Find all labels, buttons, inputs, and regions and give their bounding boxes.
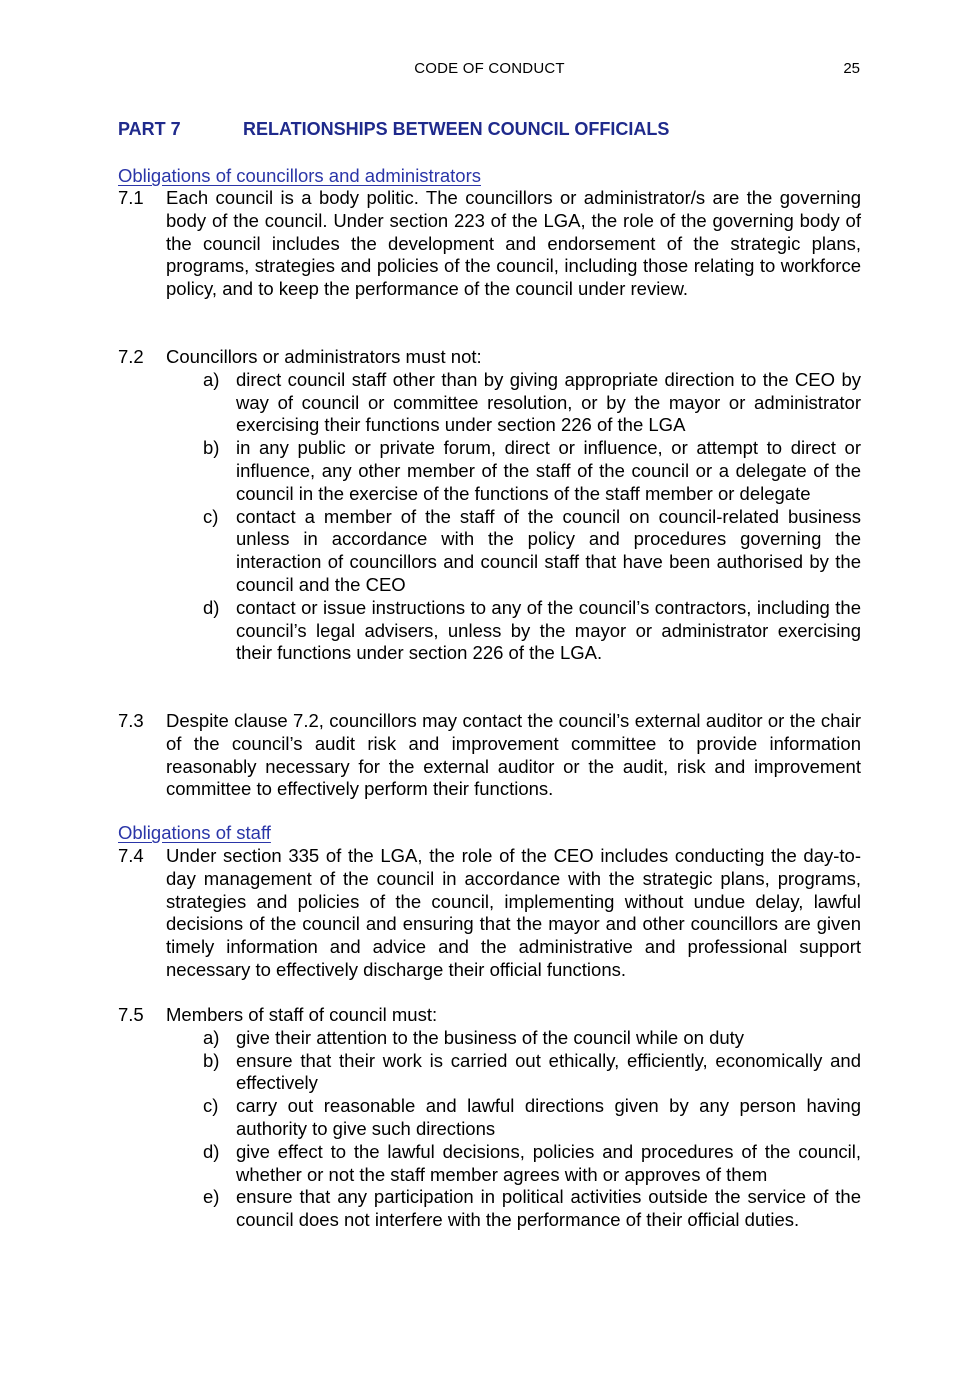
list-item [203, 1186, 861, 1232]
clause-7-4 [118, 845, 861, 982]
list-item [203, 506, 861, 597]
clause-text: Councillors or administrators must not: [166, 346, 482, 367]
list-marker: e) [203, 1186, 220, 1208]
list-item-text: give effect to the lawful decisions, policies and procedures of the council, whether or not the staff member agrees with or approves of them [236, 1140, 861, 1185]
page-number: 25 [843, 60, 860, 77]
list-item [203, 1095, 861, 1141]
list-marker: c) [203, 1095, 219, 1117]
part-label: PART 7 [118, 119, 181, 139]
list-item-text: direct council staff other than by giving appropriate direction to the CEO by way of council or committee resolution, or by the mayor or administrator exercising their functions under section 226 of the LGA [236, 368, 861, 436]
list-item-text: give their attention to the business of the council while on duty [236, 1026, 745, 1048]
list-marker: a) [203, 1026, 220, 1048]
clause-number: 7.2 [118, 346, 144, 367]
list-item [203, 369, 861, 437]
list-item-text: contact or issue instructions to any of the council’s contractors, including the council’s legal advisers, unless by the mayor or administrator exercising their functions under section 226 of the LGA. [236, 596, 861, 664]
clause-number: 7.5 [118, 1004, 144, 1025]
clause-text: Despite clause 7.2, councillors may contact the council’s external auditor or the chair of the council’s audit risk and improvement committee to provide information reasonably necessary for the external auditor or the audit, risk and improvement committee to effectively perform their functions. [166, 710, 861, 800]
clause-7-5 [118, 1004, 861, 1232]
header-title: CODE OF CONDUCT [414, 60, 565, 77]
list-item-text: ensure that any participation in political activities outside the service of the council does not interfere with the performance of their official duties. [236, 1186, 861, 1231]
clause-number: 7.4 [118, 845, 144, 866]
clause-text: Members of staff of council must: [166, 1004, 438, 1025]
clause-number: 7.3 [118, 710, 144, 731]
list-item [203, 1141, 861, 1187]
clause-number: 7.1 [118, 187, 144, 208]
clause-7-2 [118, 346, 861, 665]
clause-text: Under section 335 of the LGA, the role of the CEO includes conducting the day-to-day management of the council in accordance with the strategic plans, programs, strategies and policies of the council, implementing without undue delay, lawful decisions of the council and ensuring that the mayor and other councillors are given timely information and advice and the administrative and professional support necessary to effectively discharge their official functions. [166, 845, 861, 980]
section-heading-staff: Obligations of staff [118, 822, 271, 843]
clause-list [203, 1027, 861, 1232]
list-item-text: carry out reasonable and lawful directions given by any person having authority to give such directions [236, 1095, 861, 1139]
list-marker: b) [203, 437, 220, 459]
list-item [203, 1050, 861, 1096]
clause-7-1 [118, 187, 861, 301]
list-item-text: contact a member of the staff of the council on council-related business unless in accordance with the policy and procedures governing the interaction of councillors and council staff that have been authorised by the council and the CEO [236, 505, 861, 595]
section-heading-councillors: Obligations of councillors and administrators [118, 165, 481, 186]
list-marker: c) [203, 505, 219, 527]
list-item [203, 437, 861, 505]
list-item [203, 1027, 861, 1050]
clause-text: Each council is a body politic. The councillors or administrator/s are the governing body of the council. Under section 223 of the LGA, the role of the governing body of the council includes the development and endorsement of the strategic plans, programs, strategies and policies of the council, including those relating to workforce policy, and to keep the performance of the council under review. [166, 187, 861, 300]
list-marker: d) [203, 1140, 220, 1162]
page-header [0, 57, 979, 81]
clause-7-3 [118, 710, 861, 801]
list-item [203, 597, 861, 665]
list-marker: d) [203, 596, 220, 618]
part-title: RELATIONSHIPS BETWEEN COUNCIL OFFICIALS [243, 119, 670, 139]
list-item-text: ensure that their work is carried out ethically, efficiently, economically and effectively [236, 1049, 861, 1094]
list-marker: a) [203, 368, 220, 390]
part-heading [118, 119, 669, 140]
list-item-text: in any public or private forum, direct or influence, or attempt to direct or influence, any other member of the staff of the council or a delegate of the council in the exercise of the functions of the staff member or delegate [236, 437, 861, 504]
list-marker: b) [203, 1049, 220, 1071]
clause-list [203, 369, 861, 665]
